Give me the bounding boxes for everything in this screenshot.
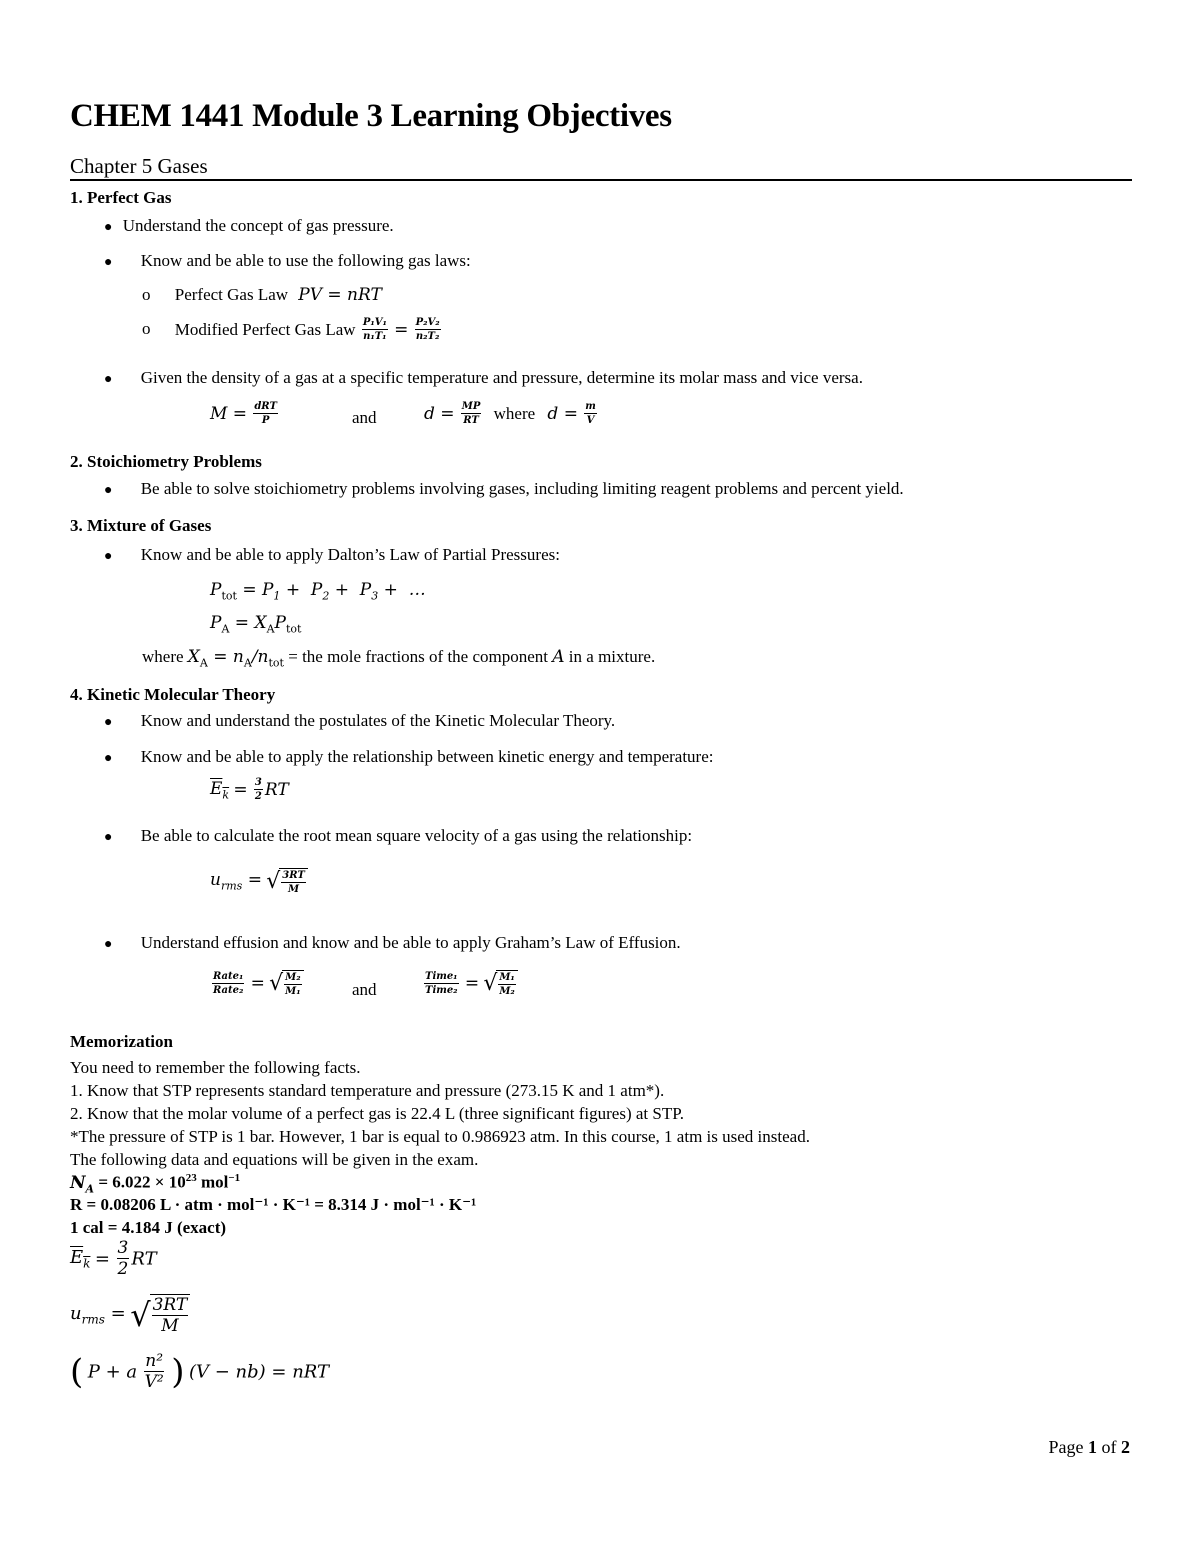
section-1-heading: 1. Perfect Gas [70,188,172,207]
chapter-heading: Chapter 5 Gases [70,154,208,178]
section-3-heading: 3. Mixture of Gases [70,516,212,535]
bullet-text: Know and be able to apply the relationship between kinetic energy and temperature: [140,747,714,766]
where-label: where [493,404,536,423]
memorization-line-2: 1. Know that STP represents standard temperature and pressure (273.15 K and 1 atm*). [70,1081,665,1100]
bullet-text: Know and understand the postulates of the Kinetic Molecular Theory. [140,711,616,730]
bullet-icon: ● [104,549,113,564]
bullet-icon: ● [104,715,113,730]
density-equation: d = $\frac{MP}{RT}$ where d = $\frac{m}{V}$ [424,401,596,426]
page-indicator: Page 1 of 2 [1048,1437,1130,1457]
bullet-icon: ● [104,830,113,845]
daltons-law-total: $P_{tot} = P_1 + P_2 + P_3$ + … [210,580,426,603]
section-4-heading: 4. Kinetic Molecular Theory [70,685,276,704]
memorization-line-1: You need to remember the following facts. [70,1058,361,1077]
bullet-text: Understand the concept of gas pressure. [122,216,394,235]
section-2-heading: 2. Stoichiometry Problems [70,452,262,471]
bullet-icon: ● [104,220,113,235]
bullet-icon: ● [104,255,113,270]
bullet-icon: ● [104,483,113,498]
van-der-waals-equation: ( P + a $\frac{\text{n²}}{\text{V²}}$ ) (V − nb) = nRT [70,1351,330,1392]
memorization-line-4: *The pressure of STP is 1 bar. However, 1 bar is equal to 0.986923 atm. In this course, 1 atm is used instead. [70,1127,810,1146]
calorie-conversion: 1 cal = 4.184 J (exact) [70,1218,227,1237]
bullet-icon: ● [104,751,113,766]
and-label: and [352,408,377,427]
section-3-bullet-1 [104,545,560,565]
bullet-text: Know and be able to apply Dalton’s Law of Partial Pressures: [140,545,560,564]
heading-rule [70,179,1132,181]
kinetic-energy-equation: $E_k$ = $\frac{3}{2}$ RT [210,777,289,802]
rms-velocity-given: $u_{rms}$ = √ $\frac{3RT}{M}$ [70,1294,190,1335]
bullet-text: Be able to calculate the root mean square velocity of a gas using the relationship: [140,826,693,845]
graham-rate-equation: $\frac{\text{Rate₁}}{\text{Rate₂}}$ = √ $\frac{\text{M₂}}{\text{M₁}}$ [210,970,304,997]
sub-bullet-icon: o [142,285,151,304]
gas-constant: R = 0.08206 L · atm · mol⁻¹ · K⁻¹ = 8.314 J · mol⁻¹ · K⁻¹ [70,1195,477,1214]
section-2-bullet-1 [104,479,904,499]
bullet-text: Given the density of a gas at a specific temperature and pressure, determine its molar mass and vice versa. [140,368,863,387]
and-label-2: and [352,980,377,999]
section-4-bullet-2 [104,747,713,767]
page-title: CHEM 1441 Module 3 Learning Objectives [70,98,672,134]
bullet-text: Understand effusion and know and be able to apply Graham’s Law of Effusion. [140,933,681,952]
memorization-line-3: 2. Know that the molar volume of a perfect gas is 22.4 L (three significant figures) at STP. [70,1104,685,1123]
rms-velocity-equation: $u_{rms}$ = √ $\frac{3RT}{M}$ [210,868,308,895]
memorization-heading: Memorization [70,1032,173,1051]
perfect-gas-law-equation: PV = nRT [298,285,382,305]
modified-gas-law-equation: $\frac{\text{P₁V₁}}{\text{n₁T₁}}$ = $\frac{\text{P₂V₂}}{\text{n₂T₂}}$ [362,317,440,342]
modified-gas-law-label: Modified Perfect Gas Law [174,320,356,339]
section-1-bullet-1 [104,216,394,236]
perfect-gas-law-label: Perfect Gas Law [174,285,289,304]
graham-time-equation: $\frac{\text{Time₁}}{\text{Time₂}}$ = √ $\frac{\text{M₁}}{\text{M₂}}$ [422,970,518,997]
sub-bullet-icon: o [142,318,151,338]
molar-mass-equation: M = $\frac{\text{dRT}}{P}$ [210,401,277,426]
section-4-bullet-4 [104,933,681,953]
section-4-bullet-3 [104,826,692,846]
mole-fraction-text: the mole fractions of the component [302,647,549,666]
section-1-bullet-3 [104,368,863,388]
section-1-bullet-2 [104,251,471,271]
memorization-line-5: The following data and equations will be given in the exam. [70,1150,479,1169]
section-4-bullet-1 [104,711,615,731]
daltons-law-partial: $P_A = X_AP_{tot}$ [210,613,302,636]
kinetic-energy-given: $E_k$ = $\frac{3}{2}$ RT [70,1238,157,1279]
modified-gas-law-item [142,318,443,342]
perfect-gas-law-item [142,285,382,305]
avogadro-constant: $N_A = 6.022 \times 10^{23}$ mol$^{-1}$ [70,1172,241,1196]
bullet-icon: ● [104,937,113,952]
bullet-text: Know and be able to use the following gas laws: [140,251,471,270]
mole-fraction-definition: where $X_A = n_A/n_{tot}$ = the mole fractions of the component A in a mixture. [142,647,656,670]
bullet-text: Be able to solve stoichiometry problems involving gases, including limiting reagent problems and percent yield. [140,479,904,498]
bullet-icon: ● [104,372,113,387]
